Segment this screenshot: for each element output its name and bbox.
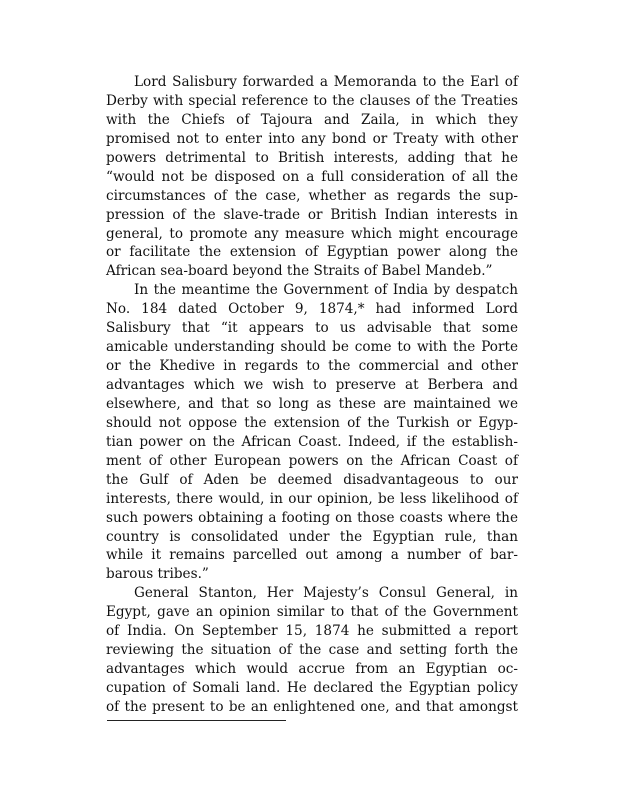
text-line: reviewing the situation of the case and setting forth the: [106, 642, 518, 659]
text-line: while it remains parcelled out among a number of bar-: [106, 547, 518, 564]
text-line: Salisbury that “it appears to us advisable that some: [106, 320, 518, 337]
text-line: Derby with special reference to the clauses of the Treaties: [106, 92, 518, 109]
text-line: amicable understanding should be come to with the Porte: [106, 339, 518, 356]
text-line: Egypt, gave an opinion similar to that of the Government: [106, 604, 518, 621]
text-line: tian power on the African Coast. Indeed, if the establish-: [106, 433, 518, 450]
text-line: advantages which we wish to preserve at Berbera and: [106, 377, 518, 393]
text-line: country is consolidated under the Egyptian rule, than: [106, 528, 518, 545]
text-line: of India. On September 15, 1874 he submitted a report: [106, 623, 518, 640]
text-line: pression of the slave-trade or British Indian interests in: [106, 206, 518, 223]
text-line: promised not to enter into any bond or Treaty with other: [106, 130, 518, 147]
text-line: such powers obtaining a footing on those coasts where the: [106, 509, 518, 526]
footnote-separator-rule: [107, 720, 286, 721]
text-line: African sea-board beyond the Straits of Babel Mandeb.”: [106, 263, 493, 280]
paragraph-general-stanton: [106, 584, 518, 717]
body-text: [106, 73, 518, 717]
text-line: should not oppose the extension of the Turkish or Egyp-: [106, 414, 518, 431]
paragraph-government-of-india: [106, 281, 518, 584]
text-line: General Stanton, Her Majesty’s Consul General, in: [134, 585, 518, 602]
text-line: ment of other European powers on the African Coast of: [106, 452, 518, 469]
text-line: interests, there would, in our opinion, be less likelihood of: [106, 490, 518, 507]
text-line: “would not be disposed on a full consideration of all the: [106, 168, 518, 185]
text-line: with the Chiefs of Tajoura and Zaila, in which they: [106, 111, 518, 128]
text-line: elsewhere, and that so long as these are maintained we: [106, 395, 518, 412]
text-line: or facilitate the extension of Egyptian power along the: [106, 244, 518, 261]
text-line: or the Khedive in regards to the commercial and other: [106, 358, 518, 375]
text-line: circumstances of the case, whether as regards the sup-: [106, 187, 518, 204]
text-line: advantages which would accrue from an Egyptian oc-: [106, 661, 518, 678]
text-line: No. 184 dated October 9, 1874,* had informed Lord: [106, 301, 518, 318]
text-line: powers detrimental to British interests, adding that he: [106, 149, 518, 166]
paragraph-salisbury-memoranda: [106, 73, 518, 281]
text-line: of the present to be an enlightened one, and that amongst: [106, 698, 518, 715]
text-line: the Gulf of Aden be deemed disadvantageous to our: [106, 471, 518, 488]
text-line: general, to promote any measure which might encourage: [106, 225, 518, 242]
text-line: barous tribes.”: [106, 566, 209, 583]
text-line: In the meantime the Government of India by despatch: [134, 282, 518, 299]
text-line: Lord Salisbury forwarded a Memoranda to the Earl of: [134, 74, 518, 90]
text-line: cupation of Somali land. He declared the Egyptian policy: [106, 680, 518, 696]
